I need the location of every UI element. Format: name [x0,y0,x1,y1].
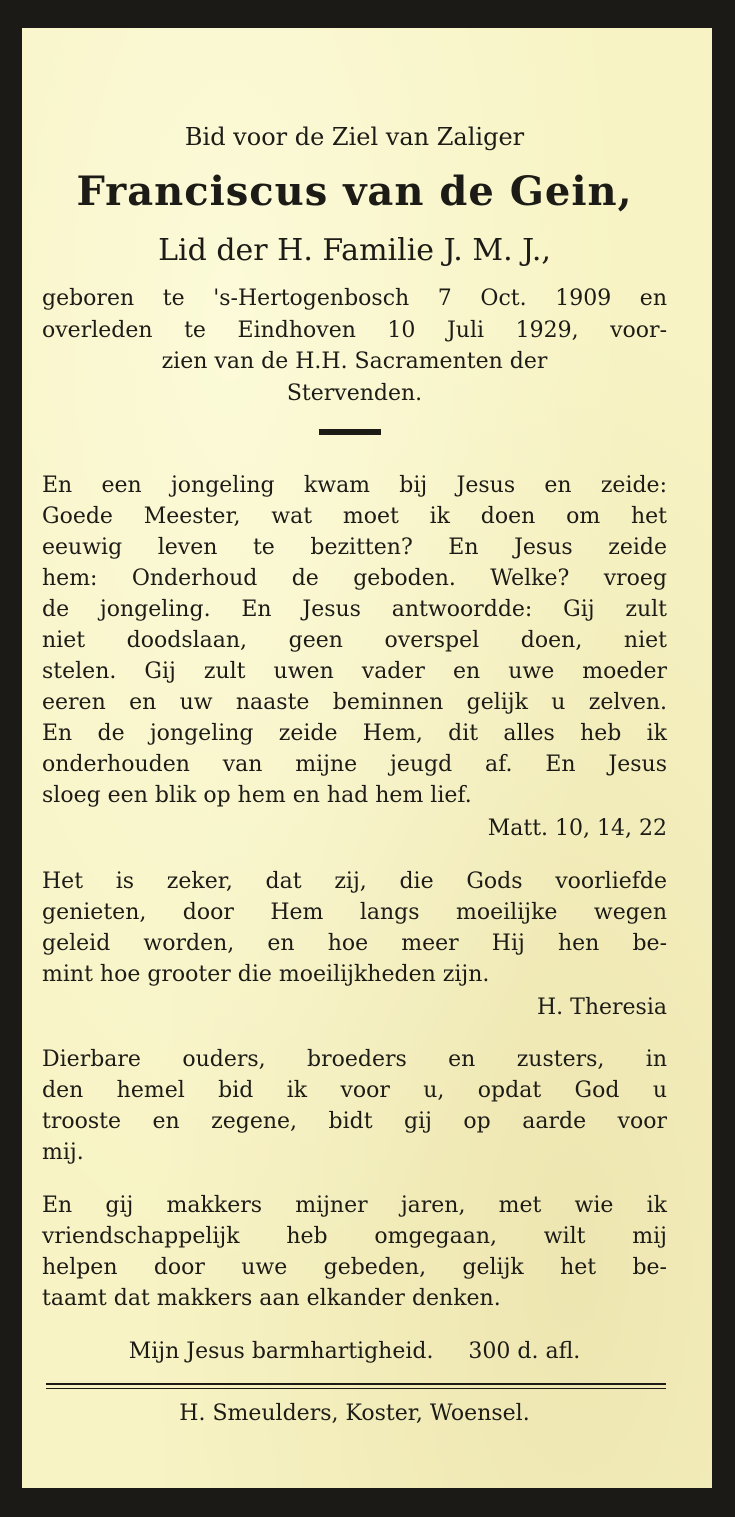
verse-line: eeuwig leven te bezitten? En Jesus zeide [42,535,667,560]
verse-line: Goede Meester, wat moet ik doen om het [42,504,667,529]
quote-line: Het is zeker, dat zij, die Gods voorliefde [42,869,667,894]
biography-line: Stervenden. [286,380,423,406]
verse-line: En de jongeling zeide Hem, dit alles heb ik [42,721,667,746]
biography [42,283,667,409]
quote-author: H. Theresia [536,995,667,1020]
verse-line: niet doodslaan, geen overspel doen, niet [42,628,667,653]
friends-line: helpen door uwe gebeden, gelijk het be- [42,1255,667,1280]
parents-line: trooste en zegene, bidt gij op aarde voor [42,1109,667,1134]
parents-message [42,1044,667,1168]
parents-line: Dierbare ouders, broeders en zusters, in [42,1047,667,1072]
intro-line: Bid voor de Ziel van Zaliger [184,123,525,151]
verse-line: stelen. Gij zult uwen vader en uwe moeder [42,659,667,684]
friends-line: taamt dat makkers aan elkander denken. [42,1286,501,1311]
indulgence-prayer: Mijn Jesus barmhartigheid. 300 d. afl. [128,1339,581,1364]
quote-line: genieten, door Hem langs moeilijke wegen [42,900,667,925]
biography-line: overleden te Eindhoven 10 Juli 1929, voor- [42,317,667,343]
friends-line: vriendschappelijk heb omgegaan, wilt mij [42,1224,667,1249]
parents-line: mij. [42,1140,84,1165]
biography-line: zien van de H.H. Sacramenten der [161,349,548,374]
parents-line: den hemel bid ik voor u, opdat God u [42,1078,667,1103]
deceased-name: Franciscus van de Gein, [76,168,633,215]
verse-line: eeren en uw naaste beminnen gelijk u zelven. [42,690,667,715]
printer-credit: H. Smeulders, Koster, Woensel. [179,1401,530,1426]
membership-line: Lid der H. Familie J. M. J., [158,233,551,268]
friends-message [42,1190,667,1314]
friends-line: En gij makkers mijner jaren, met wie ik [42,1193,667,1218]
quote-line: geleid worden, en hoe meer Hij hen be- [42,931,667,956]
quote-line: mint hoe grooter die moeilijkheden zijn. [42,962,490,987]
verse-line: En een jongeling kwam bij Jesus en zeide: [42,473,667,498]
verse-reference: Matt. 10, 14, 22 [487,816,667,841]
divider [319,429,381,435]
verse-line: onderhouden van mijne jeugd af. En Jesus [42,752,667,777]
verse-line: de jongeling. En Jesus antwoordde: Gij zult [42,597,667,622]
verse-line: sloeg een blik op hem en had hem lief. [42,783,472,808]
scripture-verse [42,470,667,811]
biography-line: geboren te 's-Hertogenbosch 7 Oct. 1909 en [42,286,667,311]
memorial-card [22,28,712,1488]
saint-quote [42,866,667,990]
verse-line: hem: Onderhoud de geboden. Welke? vroeg [42,566,667,591]
footer-divider [46,1383,666,1389]
